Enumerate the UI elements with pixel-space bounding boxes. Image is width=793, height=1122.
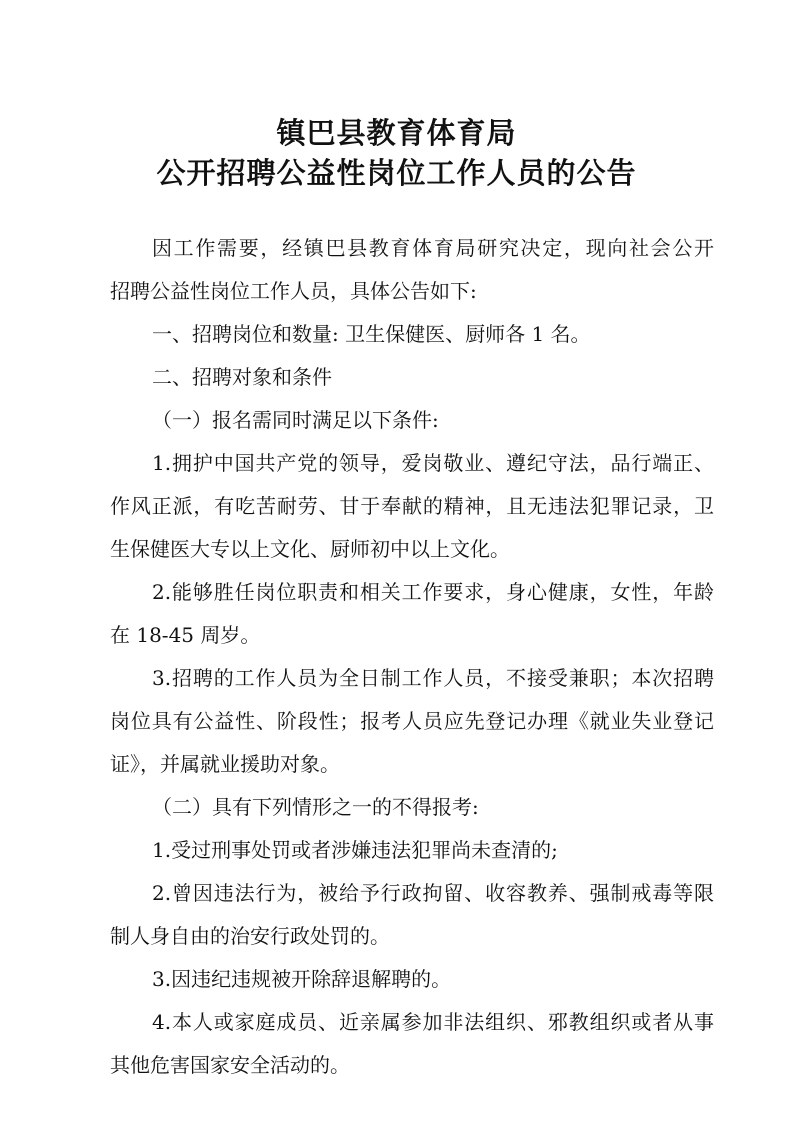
- paragraph-line: 因工作需要，经镇巴县教育体育局研究决定，现向社会公开: [152, 236, 714, 260]
- paragraph-line: 作风正派，有吃苦耐劳、甘于奉献的精神，且无违法犯罪记录，卫: [110, 494, 714, 518]
- paragraph-line: 2.曾因违法行为，被给予行政拘留、收容教养、强制戒毒等限: [152, 881, 714, 905]
- paragraph-line: 制人身自由的治安行政处罚的。: [110, 924, 390, 948]
- paragraph-line: 1.受过刑事处罚或者涉嫌违法犯罪尚未查清的;: [152, 838, 558, 862]
- paragraph-line: 4.本人或家庭成员、近亲属参加非法组织、邪教组织或者从事: [152, 1010, 714, 1034]
- paragraph-line: 生保健医大专以上文化、厨师初中以上文化。: [110, 537, 510, 561]
- paragraph-line: 3.因违纪违规被开除辞退解聘的。: [152, 967, 452, 991]
- subsection-heading: （一）报名需同时满足以下条件:: [152, 408, 439, 432]
- subsection-heading: （二）具有下列情形之一的不得报考:: [152, 795, 479, 819]
- paragraph-line: 1.拥护中国共产党的领导，爱岗敬业、遵纪守法，品行端正、: [152, 451, 714, 475]
- paragraph-line: 证》，并属就业援助对象。: [110, 752, 340, 776]
- document-title-line-1: 镇巴县教育体育局: [276, 116, 517, 150]
- section-heading: 二、招聘对象和条件: [152, 365, 332, 389]
- paragraph-line: 3.招聘的工作人员为全日制工作人员，不接受兼职；本次招聘: [152, 666, 714, 690]
- paragraph-line: 2.能够胜任岗位职责和相关工作要求，身心健康，女性，年龄: [152, 580, 714, 604]
- paragraph-line: 招聘公益性岗位工作人员，具体公告如下:: [110, 279, 477, 303]
- paragraph-line: 其他危害国家安全活动的。: [110, 1053, 350, 1077]
- paragraph-line: 岗位具有公益性、阶段性；报考人员应先登记办理《就业失业登记: [110, 709, 714, 733]
- paragraph-line: 在 18-45 周岁。: [110, 623, 261, 647]
- section-heading: 一、招聘岗位和数量: 卫生保健医、厨师各 1 名。: [152, 322, 591, 346]
- document-title-line-2: 公开招聘公益性岗位工作人员的公告: [156, 156, 637, 190]
